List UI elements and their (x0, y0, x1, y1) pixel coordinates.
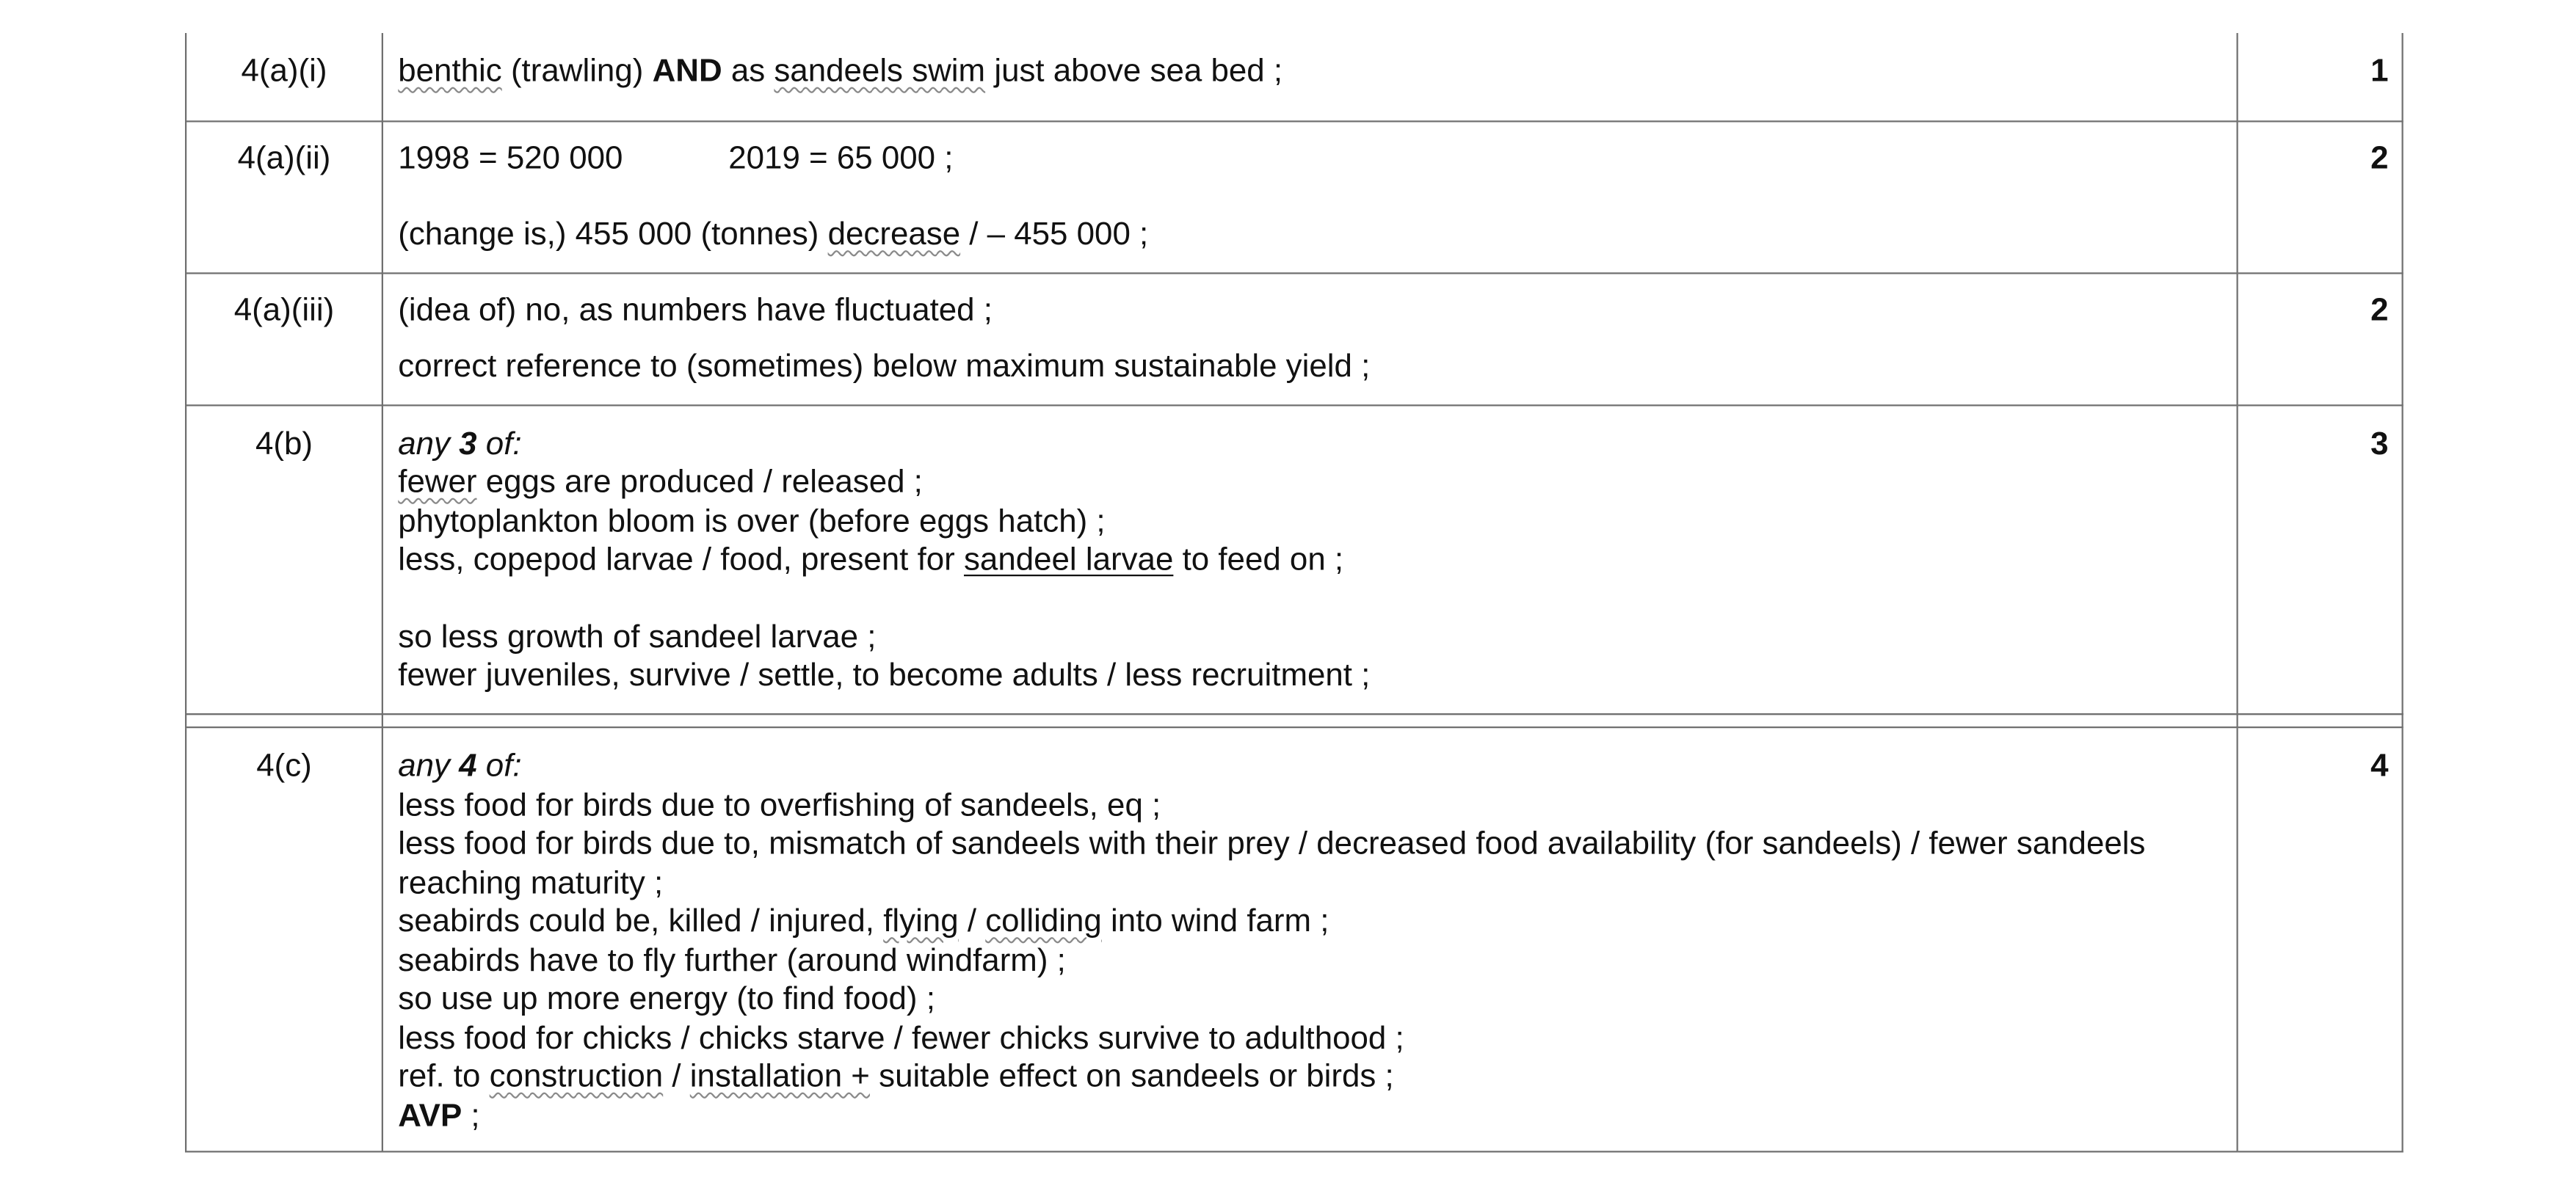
question-number: 4(a)(ii) (186, 120, 382, 272)
answer-text: of: (476, 425, 522, 462)
answer-text: just above sea bed ; (985, 53, 1283, 90)
answer-line: fewer juveniles, survive / settle, to become adults / less recruitment ; (398, 657, 1371, 693)
answer-text: colliding (985, 903, 1102, 940)
table-row (186, 272, 2403, 404)
table-row (186, 727, 2403, 1151)
question-number: 4(a)(i) (186, 33, 382, 120)
answer-text: ; (462, 1097, 480, 1134)
marks-cell: 3 (2238, 404, 2403, 713)
answer-text: any (398, 425, 460, 462)
divider-cell (186, 714, 382, 727)
answer-line (398, 903, 2227, 942)
answer-line (398, 464, 2227, 503)
answer-line: so use up more energy (to find food) ; (398, 980, 935, 1017)
answer-text: 3 (459, 425, 477, 462)
answer-line: so less growth of sandeel larvae ; (398, 618, 877, 655)
answer-line: phytoplankton bloom is over (before eggs hatch) ; (398, 503, 1106, 539)
marks-cell: 4 (2238, 727, 2403, 1151)
answer-line (398, 216, 2227, 255)
answer-line: (idea of) no, as numbers have fluctuated ; (398, 291, 993, 328)
table-row (186, 404, 2403, 713)
answer-text: eggs are produced / released ; (476, 464, 923, 500)
answer-line (398, 1058, 2227, 1097)
answer-text: construction (489, 1058, 664, 1095)
mark-scheme-table-continued (185, 713, 2403, 1153)
answer-text: of: (476, 748, 522, 784)
answer-line: less food for chicks / chicks starve / fewer chicks survive to adulthood ; (398, 1019, 1404, 1056)
answer-text: sandeels swim (774, 53, 986, 90)
answer-text: installation + (689, 1058, 870, 1095)
answer-line (398, 425, 2227, 464)
answer-text: decrease (827, 216, 961, 253)
answer-cell (382, 120, 2238, 272)
table-divider-row (186, 714, 2403, 727)
answer-keyword: AND (652, 53, 722, 90)
answer-line: seabirds have to fly further (around windfarm) ; (398, 941, 1066, 979)
marks-cell: 2 (2238, 272, 2403, 404)
answer-text: / (663, 1058, 690, 1095)
table-row (186, 120, 2403, 272)
divider-cell (382, 714, 2238, 727)
answer-text: / – 455 000 ; (960, 216, 1149, 253)
question-number: 4(c) (186, 727, 382, 1151)
question-number: 4(a)(iii) (186, 272, 382, 404)
answer-text: ref. to (398, 1058, 490, 1095)
answer-text: flying (883, 903, 959, 940)
answer-text: any (398, 748, 460, 784)
answer-text: (change is,) 455 000 (tonnes) (398, 216, 828, 253)
answer-line (398, 748, 2227, 787)
answer-text: seabirds could be, killed / injured, (398, 903, 884, 940)
answer-text: suitable effect on sandeels or birds ; (869, 1058, 1394, 1095)
answer-cell (382, 272, 2238, 404)
mark-scheme-table (185, 33, 2403, 714)
answer-text: less, copepod larvae / food, present for (398, 542, 964, 578)
divider-cell (2238, 714, 2403, 727)
answer-text: 4 (459, 748, 477, 784)
answer-line: less food for birds due to, mismatch of sandeels with their prey / decreased food availability (for sandeels) / fewer sandeels reaching maturity ; (398, 826, 2146, 901)
answer-text: fewer (398, 464, 477, 500)
answer-text: to feed on ; (1173, 542, 1344, 578)
answer-line (398, 542, 2227, 580)
answer-cell (382, 404, 2238, 713)
answer-cell (382, 33, 2238, 120)
answer-text: 2019 = 65 000 ; (728, 139, 954, 176)
answer-text: benthic (398, 53, 502, 90)
answer-text: 1998 = 520 000 (398, 139, 623, 176)
marks-cell: 2 (2238, 120, 2403, 272)
answer-line: correct reference to (sometimes) below maximum sustainable yield ; (398, 348, 1371, 385)
answer-keyword: AVP (398, 1097, 462, 1134)
answer-cell (382, 727, 2238, 1151)
answer-text: into wind farm ; (1101, 903, 1329, 940)
answer-text: sandeel larvae (963, 542, 1174, 578)
answer-line (398, 1097, 2227, 1136)
marks-cell: 1 (2238, 33, 2403, 120)
question-number: 4(b) (186, 404, 382, 713)
answer-text: / (958, 903, 986, 940)
answer-line (398, 139, 2227, 178)
table-row (186, 33, 2403, 120)
answer-text: as (722, 53, 774, 90)
answer-line: less food for birds due to overfishing of sandeels, eq ; (398, 787, 1161, 823)
answer-text: (trawling) (501, 53, 653, 90)
